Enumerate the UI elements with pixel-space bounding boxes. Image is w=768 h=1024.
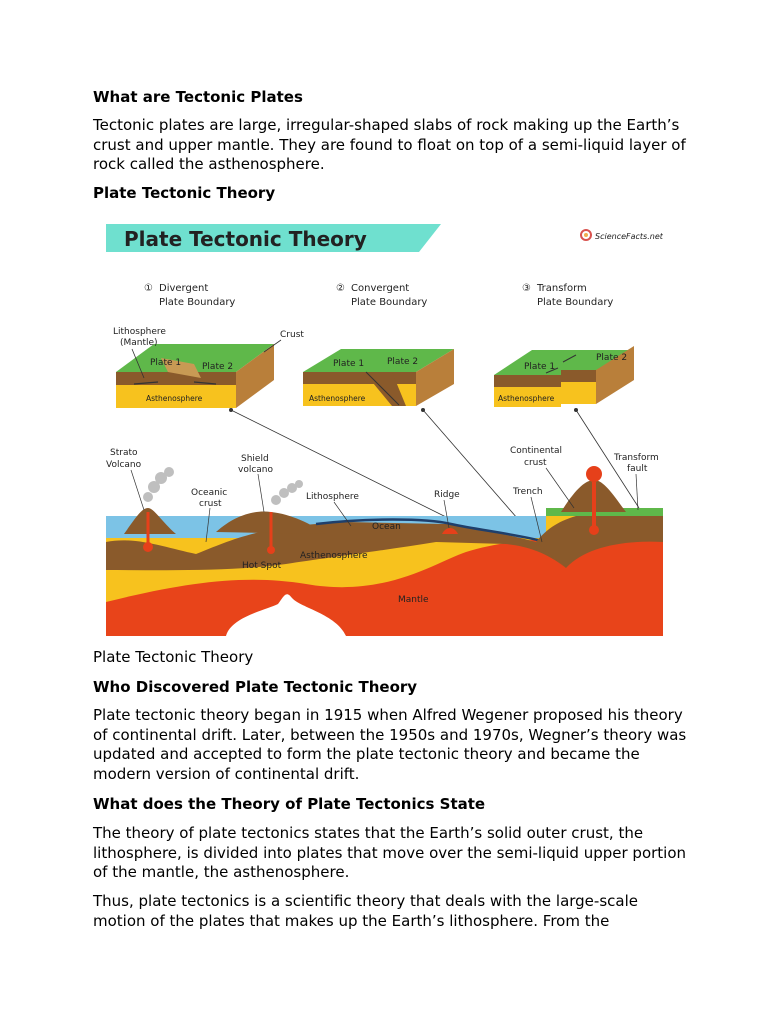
- svg-text:Mantle: Mantle: [398, 595, 429, 605]
- svg-text:Asthenosphere: Asthenosphere: [300, 551, 368, 561]
- svg-text:Asthenosphere: Asthenosphere: [146, 394, 203, 403]
- svg-text:Plate 2: Plate 2: [202, 362, 234, 372]
- paragraph-tectonic-plates: Tectonic plates are large, irregular-shaped slabs of rock making up the Earth’s crust and upper mantle. They are found to float on top of a semi-liquid layer of rock called the asthenosphere.: [93, 116, 686, 173]
- svg-text:crust: crust: [199, 499, 222, 509]
- plate-tectonic-diagram: [106, 212, 663, 636]
- svg-text:Plate 1: Plate 1: [524, 362, 556, 372]
- svg-text:Lithosphere: Lithosphere: [306, 492, 359, 502]
- heading-what-are-tectonic-plates: What are Tectonic Plates: [93, 88, 303, 106]
- label-lithosphere-mantle: Lithosphere: [113, 327, 166, 337]
- svg-text:Ocean: Ocean: [372, 522, 401, 532]
- svg-text:volcano: volcano: [238, 465, 274, 475]
- svg-text:Strato: Strato: [110, 448, 138, 458]
- svg-text:Plate 1: Plate 1: [333, 359, 365, 369]
- svg-text:Divergent: Divergent: [159, 283, 209, 294]
- svg-text:Oceanic: Oceanic: [191, 488, 228, 498]
- svg-text:fault: fault: [627, 464, 648, 474]
- heading-what-does-theory-state: What does the Theory of Plate Tectonics State: [93, 795, 486, 813]
- svg-text:Plate 1: Plate 1: [150, 358, 182, 368]
- svg-text:Shield: Shield: [241, 454, 269, 464]
- banner-title: Plate Tectonic Theory: [124, 227, 367, 251]
- svg-text:Plate Boundary: Plate Boundary: [537, 297, 614, 308]
- paragraph-theory-states: The theory of plate tectonics states that the Earth’s solid outer crust, the lithosphere, is divided into plates that move over the semi-liquid upper portion of the mantle, the asthenosphere.: [93, 824, 687, 881]
- figure-caption: Plate Tectonic Theory: [93, 648, 254, 666]
- paragraph-who-discovered: Plate tectonic theory began in 1915 when Alfred Wegener proposed his theory of continental drift. Later, between the 1950s and 1970s, Wegner’s theory was updated and accepted to form the plate tectonic theory and became the modern version of continental drift.: [93, 706, 687, 783]
- svg-text:(Mantle): (Mantle): [120, 338, 158, 348]
- svg-text:Plate 2: Plate 2: [596, 353, 628, 363]
- svg-text:Asthenosphere: Asthenosphere: [309, 394, 366, 403]
- svg-text:Ridge: Ridge: [434, 490, 460, 500]
- svg-text:Trench: Trench: [513, 487, 543, 497]
- svg-text:Volcano: Volcano: [106, 460, 142, 470]
- label-crust: Crust: [280, 330, 304, 340]
- svg-text:Convergent: Convergent: [351, 283, 410, 294]
- svg-text:②: ②: [336, 283, 345, 294]
- heading-plate-tectonic-theory: Plate Tectonic Theory: [93, 184, 276, 202]
- svg-text:Hot Spot: Hot Spot: [242, 561, 282, 571]
- svg-text:crust: crust: [524, 458, 547, 468]
- svg-text:Transform: Transform: [614, 453, 659, 463]
- svg-text:Transform: Transform: [537, 283, 587, 294]
- svg-text:①: ①: [144, 283, 153, 294]
- svg-text:ScienceFacts.net: ScienceFacts.net: [595, 232, 663, 241]
- svg-text:Plate 2: Plate 2: [387, 357, 419, 367]
- svg-text:③: ③: [522, 283, 531, 294]
- heading-who-discovered: Who Discovered Plate Tectonic Theory: [93, 678, 418, 696]
- svg-text:Plate Boundary: Plate Boundary: [351, 297, 428, 308]
- paragraph-thus: Thus, plate tectonics is a scientific theory that deals with the large-scale motion of the plates that makes up the Earth’s lithosphere. From the: [93, 892, 638, 930]
- svg-text:Continental: Continental: [510, 446, 563, 456]
- svg-text:Asthenosphere: Asthenosphere: [498, 394, 555, 403]
- svg-text:Plate Boundary: Plate Boundary: [159, 297, 236, 308]
